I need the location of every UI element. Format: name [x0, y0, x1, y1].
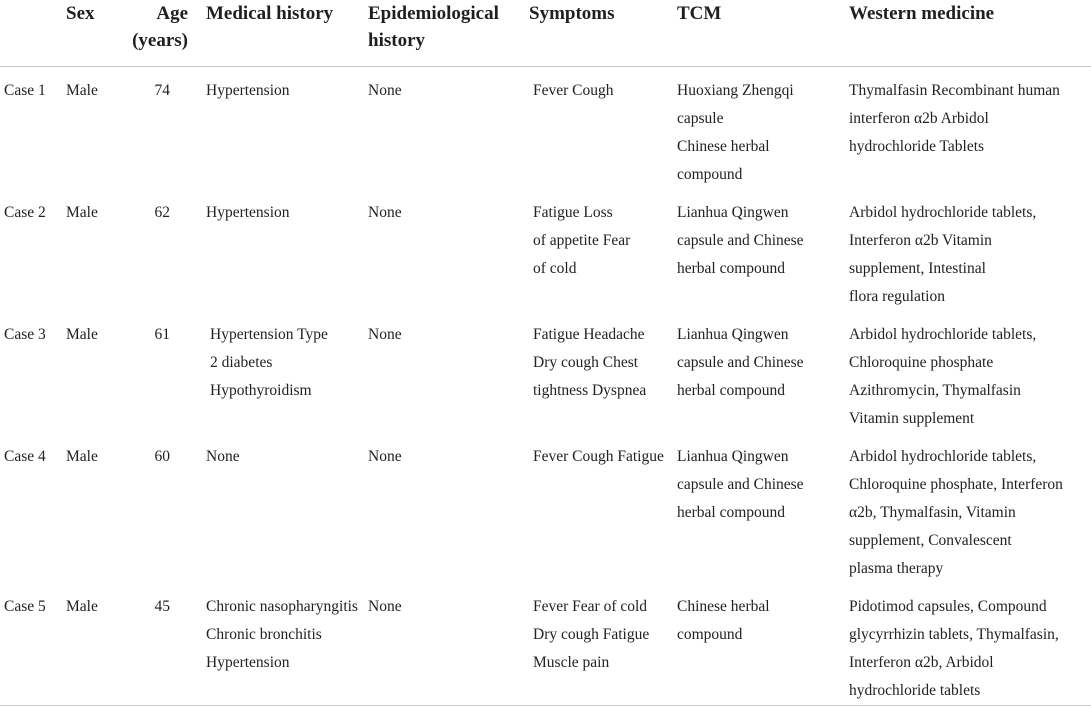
cell-sex: Male — [66, 325, 98, 343]
cell-age: 61 — [154, 325, 170, 343]
western-medicine-line: interferon α2b Arbidol — [849, 109, 989, 127]
symptoms-line: Dry cough Fatigue — [533, 625, 650, 643]
table-row — [0, 311, 1091, 433]
cell-western-medicine — [849, 583, 1091, 706]
symptoms-line: Fever Cough — [533, 81, 614, 99]
western-medicine-line: Arbidol hydrochloride tablets, — [849, 325, 1037, 343]
cell-tcm — [677, 311, 849, 433]
western-medicine-line: Arbidol hydrochloride tablets, — [849, 447, 1037, 465]
table-body — [0, 66, 1091, 705]
tcm-line: compound — [677, 625, 743, 643]
medical-history-line: None — [206, 447, 240, 465]
symptoms-line: Muscle pain — [533, 653, 610, 671]
medical-history-line: Hypertension — [206, 203, 290, 221]
cell-symptoms — [525, 66, 677, 189]
tcm-line: Lianhua Qingwen — [677, 203, 789, 221]
symptoms-line: of appetite Fear — [533, 231, 631, 249]
tcm-line: compound — [677, 165, 743, 183]
symptoms-line: tightness Dyspnea — [533, 381, 647, 399]
western-medicine-line: Interferon α2b, Arbidol — [849, 653, 994, 671]
symptoms-line: of cold — [533, 259, 577, 277]
cell-age: 45 — [124, 583, 190, 706]
table-header-row — [0, 0, 1091, 66]
cell-tcm — [677, 189, 849, 311]
header-age — [124, 0, 190, 66]
medical-history-line: Hypothyroidism — [210, 381, 312, 399]
cell-sex: Male — [66, 203, 98, 221]
header-tcm: TCM — [677, 0, 849, 66]
cell-sex: Male — [66, 81, 98, 99]
header-sex: Sex — [62, 0, 124, 66]
western-medicine-line: Pidotimod capsules, Compound — [849, 597, 1047, 615]
western-medicine-line: hydrochloride Tablets — [849, 137, 985, 155]
cell-age: 62 — [154, 203, 170, 221]
table-row — [0, 583, 1091, 706]
cell-age: 60 — [154, 447, 170, 465]
tcm-line: Lianhua Qingwen — [677, 447, 789, 465]
tcm-line: Lianhua Qingwen — [677, 325, 789, 343]
cell-case: Case 2 — [4, 203, 46, 221]
header-epi-line-1: Epidemiological — [368, 3, 499, 24]
tcm-line: herbal compound — [677, 503, 786, 521]
cell-epidemiological-history: None — [368, 447, 402, 465]
cell-western-medicine — [849, 433, 1091, 583]
western-medicine-line: supplement, Convalescent — [849, 531, 1012, 549]
cell-sex: Male — [62, 583, 124, 706]
medical-history-line: Hypertension — [206, 653, 290, 671]
tcm-line: capsule — [677, 109, 724, 127]
cell-epidemiological-history: None — [368, 325, 402, 343]
cell-epidemiological-history: None — [368, 203, 402, 221]
header-epi-line-2: history — [368, 30, 425, 51]
medical-history-line: Hypertension — [206, 81, 290, 99]
cell-western-medicine — [849, 311, 1091, 433]
header-symptoms: Symptoms — [525, 0, 677, 66]
western-medicine-line: flora regulation — [849, 287, 945, 305]
cell-tcm — [677, 583, 849, 706]
tcm-line: Chinese herbal — [677, 137, 770, 155]
western-medicine-line: plasma therapy — [849, 559, 944, 577]
tcm-line: capsule and Chinese — [677, 231, 804, 249]
western-medicine-line: Chloroquine phosphate — [849, 353, 994, 371]
cell-case: Case 3 — [4, 325, 46, 343]
cell-western-medicine — [849, 189, 1091, 311]
header-age-line-2: (years) — [132, 30, 188, 51]
cell-case: Case 5 — [0, 583, 62, 706]
western-medicine-line: Arbidol hydrochloride tablets, — [849, 203, 1037, 221]
cell-western-medicine — [849, 66, 1091, 189]
header-western-medicine: Western medicine — [849, 0, 1091, 66]
tcm-line: Chinese herbal — [677, 597, 770, 615]
cell-medical-history — [190, 66, 368, 189]
cell-sex: Male — [66, 447, 98, 465]
cell-symptoms — [525, 433, 677, 583]
western-medicine-line: Thymalfasin Recombinant human — [849, 81, 1060, 99]
cell-case: Case 4 — [4, 447, 46, 465]
symptoms-line: Fever Cough Fatigue — [533, 447, 664, 465]
tcm-line: capsule and Chinese — [677, 353, 804, 371]
table-row — [0, 66, 1091, 189]
cell-medical-history — [190, 189, 368, 311]
cell-symptoms — [525, 311, 677, 433]
cell-age: 74 — [154, 81, 170, 99]
table-row — [0, 189, 1091, 311]
cell-symptoms — [525, 583, 677, 706]
western-medicine-line: Azithromycin, Thymalfasin — [849, 381, 1021, 399]
header-epidemiological-history — [368, 0, 525, 66]
cell-medical-history — [190, 311, 368, 433]
western-medicine-line: supplement, Intestinal — [849, 259, 986, 277]
cell-epidemiological-history: None — [368, 81, 402, 99]
cell-tcm — [677, 66, 849, 189]
cell-epidemiological-history: None — [368, 583, 525, 706]
header-medical-history: Medical history — [190, 0, 368, 66]
symptoms-line: Fatigue Headache — [533, 325, 645, 343]
western-medicine-line: hydrochloride tablets — [849, 681, 981, 699]
tcm-line: Huoxiang Zhengqi — [677, 81, 794, 99]
cell-medical-history — [190, 583, 368, 706]
symptoms-line: Dry cough Chest — [533, 353, 639, 371]
cell-case: Case 1 — [4, 81, 46, 99]
cell-tcm — [677, 433, 849, 583]
medical-history-line: Chronic nasopharyngitis — [206, 597, 358, 615]
medical-history-line: Hypertension Type — [210, 325, 328, 343]
western-medicine-line: Interferon α2b Vitamin — [849, 231, 992, 249]
tcm-line: herbal compound — [677, 259, 786, 277]
medical-history-line: 2 diabetes — [210, 353, 273, 371]
western-medicine-line: glycyrrhizin tablets, Thymalfasin, — [849, 625, 1059, 643]
symptoms-line: Fatigue Loss — [533, 203, 613, 221]
tcm-line: herbal compound — [677, 381, 786, 399]
cell-symptoms — [525, 189, 677, 311]
cell-medical-history — [190, 433, 368, 583]
table-row — [0, 433, 1091, 583]
header-age-line-1: Age — [156, 3, 188, 24]
tcm-line: capsule and Chinese — [677, 475, 804, 493]
symptoms-line: Fever Fear of cold — [533, 597, 648, 615]
medical-history-line: Chronic bronchitis — [206, 625, 322, 643]
header-case — [0, 0, 62, 66]
western-medicine-line: α2b, Thymalfasin, Vitamin — [849, 503, 1016, 521]
western-medicine-line: Vitamin supplement — [849, 409, 975, 427]
western-medicine-line: Chloroquine phosphate, Interferon — [849, 475, 1063, 493]
